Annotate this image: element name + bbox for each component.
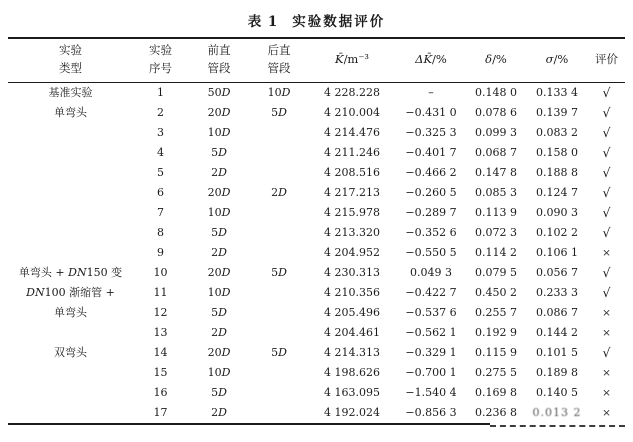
cell-rear-pipe: 5D xyxy=(271,265,287,279)
cell-k-mean: 4 215.978 xyxy=(324,205,380,219)
table-caption-label: 表 1 xyxy=(247,14,279,30)
cell-rear-pipe: 10D xyxy=(267,85,291,99)
cell-k-mean: 4 205.496 xyxy=(324,305,380,319)
bottom-rule-degraded-segment xyxy=(490,425,625,427)
cell-rear-pipe xyxy=(250,223,308,243)
cell-delta-k-pct: −0.260 5 xyxy=(405,185,457,199)
cell-delta-k-pct: −0.466 2 xyxy=(405,165,457,179)
column-header: K̄/m⁻³ xyxy=(334,51,370,66)
cell-k-mean: 4 210.356 xyxy=(324,285,380,299)
cell-rear-pipe xyxy=(250,283,308,303)
table-row xyxy=(8,82,625,103)
table-caption-title: 实验数据评价 xyxy=(292,14,386,30)
column-header: 前直 管段 xyxy=(207,43,231,75)
cell-evaluation: √ xyxy=(602,144,611,160)
cell-delta-k-pct: −0.550 5 xyxy=(405,245,457,259)
cell-type xyxy=(8,323,133,343)
cell-evaluation: √ xyxy=(602,164,611,180)
column-header: σ/% xyxy=(545,51,569,66)
cell-delta-pct: 0.169 8 xyxy=(475,385,517,399)
cell-sigma-pct: 0.086 7 xyxy=(536,305,578,319)
cell-delta-k-pct: −0.289 7 xyxy=(405,205,457,219)
cell-evaluation: × xyxy=(602,386,611,399)
cell-front-pipe: 2D xyxy=(211,405,227,419)
cell-front-pipe: 20D xyxy=(207,345,231,359)
column-header: δ/% xyxy=(485,51,507,66)
table-row xyxy=(8,123,625,143)
cell-evaluation: × xyxy=(602,366,611,379)
cell-type: 单弯头 xyxy=(54,105,87,119)
cell-sigma-pct: 0.124 7 xyxy=(536,185,578,199)
cell-delta-pct: 0.068 7 xyxy=(475,145,517,159)
cell-seq: 11 xyxy=(153,285,168,299)
column-header: 后直 管段 xyxy=(267,43,291,75)
cell-k-mean: 4 213.320 xyxy=(324,225,380,239)
cell-sigma-pct: 0.139 7 xyxy=(536,105,578,119)
cell-sigma-pct: 0.090 3 xyxy=(536,205,578,219)
cell-evaluation: √ xyxy=(602,204,611,220)
table-row xyxy=(8,383,625,403)
cell-front-pipe: 10D xyxy=(207,125,231,139)
cell-rear-pipe xyxy=(250,363,308,383)
cell-rear-pipe xyxy=(250,323,308,343)
table-row xyxy=(8,183,625,203)
cell-type xyxy=(8,223,133,243)
cell-sigma-pct: 0.106 1 xyxy=(536,245,578,259)
table-head xyxy=(8,38,625,82)
cell-type xyxy=(8,243,133,263)
cell-k-mean: 4 217.213 xyxy=(324,185,380,199)
cell-front-pipe: 20D xyxy=(207,105,231,119)
cell-seq: 2 xyxy=(157,105,164,119)
cell-seq: 12 xyxy=(153,305,168,319)
cell-delta-pct: 0.450 2 xyxy=(475,285,517,299)
column-header: 实验 序号 xyxy=(149,43,172,75)
cell-sigma-pct: 0.233 3 xyxy=(536,285,578,299)
column-header: 实验 类型 xyxy=(59,43,82,75)
table-row xyxy=(8,343,625,363)
cell-type xyxy=(8,143,133,163)
table-row xyxy=(8,283,625,303)
cell-seq: 3 xyxy=(157,125,164,139)
table-row xyxy=(8,363,625,383)
cell-type xyxy=(8,363,133,383)
cell-rear-pipe: 2D xyxy=(271,185,287,199)
table-row xyxy=(8,103,625,123)
cell-rear-pipe: 5D xyxy=(271,105,287,119)
table-row xyxy=(8,223,625,243)
cell-front-pipe: 20D xyxy=(207,265,231,279)
column-header: 评价 xyxy=(595,51,618,66)
cell-type xyxy=(8,163,133,183)
table-row xyxy=(8,303,625,323)
cell-delta-pct: 0.147 8 xyxy=(475,165,517,179)
cell-seq: 17 xyxy=(153,405,168,419)
cell-evaluation: √ xyxy=(602,224,611,240)
cell-front-pipe: 5D xyxy=(211,145,227,159)
cell-delta-k-pct: −0.856 3 xyxy=(405,405,457,419)
cell-sigma-pct: 0.013 2 xyxy=(532,405,582,419)
cell-rear-pipe xyxy=(250,403,308,423)
cell-sigma-pct: 0.101 5 xyxy=(536,345,578,359)
cell-delta-pct: 0.072 3 xyxy=(475,225,517,239)
header-row xyxy=(8,38,625,82)
cell-delta-pct: 0.114 2 xyxy=(475,245,517,259)
cell-rear-pipe xyxy=(250,203,308,223)
table-row xyxy=(8,243,625,263)
cell-sigma-pct: 0.144 2 xyxy=(536,325,578,339)
cell-front-pipe: 10D xyxy=(207,205,231,219)
cell-evaluation: √ xyxy=(602,284,611,300)
cell-seq: 4 xyxy=(157,145,164,159)
cell-front-pipe: 10D xyxy=(207,365,231,379)
cell-k-mean: 4 208.516 xyxy=(324,165,380,179)
cell-rear-pipe xyxy=(250,143,308,163)
cell-seq: 8 xyxy=(157,225,164,239)
table-bottom-rule xyxy=(8,423,625,427)
cell-front-pipe: 5D xyxy=(211,385,227,399)
cell-k-mean: 4 228.228 xyxy=(324,85,380,99)
cell-evaluation: √ xyxy=(602,344,611,360)
cell-delta-k-pct: −0.537 6 xyxy=(405,305,457,319)
cell-k-mean: 4 192.024 xyxy=(324,405,380,419)
cell-k-mean: 4 204.461 xyxy=(324,325,380,339)
cell-type xyxy=(8,123,133,143)
cell-evaluation: √ xyxy=(602,124,611,140)
table-row xyxy=(8,143,625,163)
cell-delta-pct: 0.099 3 xyxy=(475,125,517,139)
cell-delta-k-pct: −0.431 0 xyxy=(405,105,457,119)
cell-delta-pct: 0.079 5 xyxy=(475,265,517,279)
cell-type xyxy=(8,383,133,403)
table-row xyxy=(8,163,625,183)
cell-sigma-pct: 0.158 0 xyxy=(536,145,578,159)
cell-front-pipe: 5D xyxy=(211,225,227,239)
table-body xyxy=(8,82,625,423)
cell-seq: 6 xyxy=(157,185,164,199)
cell-delta-k-pct: −0.329 1 xyxy=(405,345,457,359)
cell-delta-k-pct: −0.325 3 xyxy=(405,125,457,139)
cell-evaluation: √ xyxy=(602,84,611,100)
cell-sigma-pct: 0.056 7 xyxy=(536,265,578,279)
cell-type xyxy=(8,403,133,423)
cell-delta-k-pct: −1.540 4 xyxy=(405,385,457,399)
cell-seq: 9 xyxy=(157,245,164,259)
table-row xyxy=(8,263,625,283)
cell-front-pipe: 5D xyxy=(211,305,227,319)
cell-k-mean: 4 214.476 xyxy=(324,125,380,139)
cell-delta-pct: 0.148 0 xyxy=(475,85,517,99)
cell-type xyxy=(8,203,133,223)
cell-sigma-pct: 0.188 8 xyxy=(536,165,578,179)
cell-delta-pct: 0.275 5 xyxy=(475,365,517,379)
cell-delta-pct: 0.236 8 xyxy=(475,405,517,419)
cell-k-mean: 4 210.004 xyxy=(324,105,380,119)
cell-k-mean: 4 163.095 xyxy=(324,385,380,399)
table-caption xyxy=(8,6,625,37)
cell-k-mean: 4 230.313 xyxy=(324,265,380,279)
cell-seq: 1 xyxy=(157,85,164,99)
column-header: ΔK̄/% xyxy=(415,51,447,66)
cell-seq: 14 xyxy=(153,345,168,359)
cell-front-pipe: 20D xyxy=(207,185,231,199)
cell-type: 基准实验 xyxy=(48,85,93,99)
cell-delta-pct: 0.192 9 xyxy=(475,325,517,339)
cell-delta-k-pct: −0.562 1 xyxy=(405,325,457,339)
cell-front-pipe: 2D xyxy=(211,165,227,179)
cell-rear-pipe: 5D xyxy=(271,345,287,359)
cell-k-mean: 4 211.246 xyxy=(324,145,380,159)
cell-evaluation: × xyxy=(602,246,611,259)
cell-front-pipe: 2D xyxy=(211,325,227,339)
cell-seq: 15 xyxy=(153,365,168,379)
cell-delta-pct: 0.255 7 xyxy=(475,305,517,319)
cell-type: 单弯头 xyxy=(54,305,87,319)
cell-seq: 16 xyxy=(153,385,168,399)
data-table xyxy=(8,37,625,423)
cell-k-mean: 4 214.313 xyxy=(324,345,380,359)
cell-evaluation: √ xyxy=(602,264,611,280)
cell-delta-k-pct: −0.352 6 xyxy=(405,225,457,239)
cell-rear-pipe xyxy=(250,123,308,143)
cell-rear-pipe xyxy=(250,243,308,263)
cell-seq: 5 xyxy=(157,165,164,179)
cell-evaluation: √ xyxy=(602,104,611,120)
cell-type xyxy=(8,183,133,203)
cell-delta-pct: 0.078 6 xyxy=(475,105,517,119)
cell-evaluation: × xyxy=(602,306,611,319)
cell-delta-k-pct: – xyxy=(428,85,434,99)
table-row xyxy=(8,323,625,343)
cell-rear-pipe xyxy=(250,163,308,183)
cell-delta-pct: 0.113 9 xyxy=(475,205,517,219)
cell-sigma-pct: 0.083 2 xyxy=(536,125,578,139)
cell-delta-k-pct: 0.049 3 xyxy=(410,265,452,279)
table-row xyxy=(8,203,625,223)
cell-evaluation: × xyxy=(602,406,611,419)
cell-front-pipe: 10D xyxy=(207,285,231,299)
cell-type: 双弯头 xyxy=(54,345,87,359)
cell-k-mean: 4 198.626 xyxy=(324,365,380,379)
cell-sigma-pct: 0.102 2 xyxy=(536,225,578,239)
cell-delta-k-pct: −0.401 7 xyxy=(405,145,457,159)
cell-delta-pct: 0.085 3 xyxy=(475,185,517,199)
cell-sigma-pct: 0.140 5 xyxy=(536,385,578,399)
cell-evaluation: √ xyxy=(602,184,611,200)
cell-delta-k-pct: −0.422 7 xyxy=(405,285,457,299)
cell-type: 单弯头 + DN150 变 xyxy=(18,265,123,279)
cell-rear-pipe xyxy=(250,383,308,403)
cell-delta-k-pct: −0.700 1 xyxy=(405,365,457,379)
cell-front-pipe: 2D xyxy=(211,245,227,259)
cell-evaluation: × xyxy=(602,326,611,339)
table-row xyxy=(8,403,625,423)
cell-seq: 13 xyxy=(153,325,168,339)
cell-k-mean: 4 204.952 xyxy=(324,245,380,259)
cell-type: DN100 渐缩管 + xyxy=(26,285,115,299)
cell-delta-pct: 0.115 9 xyxy=(475,345,517,359)
bottom-rule-solid-segment xyxy=(8,423,490,425)
cell-sigma-pct: 0.133 4 xyxy=(536,85,578,99)
cell-sigma-pct: 0.189 8 xyxy=(536,365,578,379)
cell-front-pipe: 50D xyxy=(207,85,231,99)
cell-rear-pipe xyxy=(250,303,308,323)
cell-seq: 7 xyxy=(157,205,164,219)
cell-seq: 10 xyxy=(153,265,168,279)
